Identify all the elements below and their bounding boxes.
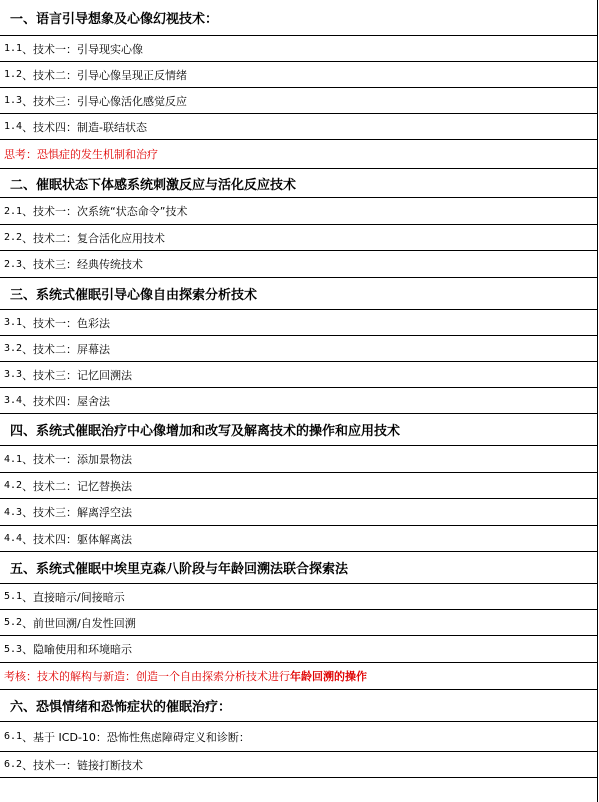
item-text: 、技术三：引导心像活化感觉反应 [22, 94, 188, 108]
item-number: 3.4 [4, 395, 23, 406]
list-item [0, 388, 597, 414]
section-heading-4 [0, 414, 597, 446]
item-text: 、直接暗示/间接暗示 [22, 590, 125, 604]
section-heading-5 [0, 552, 597, 584]
item-text: 、技术三：解离浮空法 [22, 506, 133, 519]
section-heading-text: 六、恐惧情绪和恐怖症状的催眠治疗： [10, 700, 232, 715]
item-text: 、技术四：屋舍法 [22, 394, 111, 408]
item-number: 4.1 [4, 453, 23, 465]
item-text: 、技术三：记忆回溯法 [22, 368, 133, 382]
list-item [0, 446, 597, 473]
item-number: 1.2 [4, 69, 23, 80]
list-item [0, 88, 597, 114]
item-number: 6.2 [4, 759, 23, 770]
item-text: 、技术一：次系统“状态命令”技术 [22, 205, 188, 218]
assessment-emphasis: 年龄回溯的操作 [290, 670, 367, 683]
section-heading-text: 三、系统式催眠引导心像自由探索分析技术 [10, 288, 258, 303]
item-text: 、技术二：屏幕法 [22, 342, 111, 356]
item-text: 、技术一：引导现实心像 [22, 42, 144, 56]
list-item [0, 526, 597, 552]
note-row [0, 140, 597, 169]
list-item [0, 610, 597, 636]
item-text: 、技术二：引导心像呈现正反情绪 [22, 68, 188, 82]
item-number: 4.2 [4, 480, 23, 491]
item-number: 5.2 [4, 617, 23, 628]
item-number: 4.3 [4, 506, 23, 518]
list-item [0, 473, 597, 499]
item-number: 4.4 [4, 533, 23, 544]
list-item [0, 752, 597, 778]
section-heading-text: 二、催眠状态下体感系统刺激反应与活化反应技术 [10, 177, 297, 193]
item-number: 2.3 [4, 258, 23, 270]
list-item [0, 310, 597, 336]
item-text: 、技术三：经典传统技术 [22, 258, 144, 271]
item-text: 、技术四：躯体解离法 [22, 532, 133, 546]
item-text: 、技术一：添加景物法 [22, 453, 133, 466]
list-item [0, 584, 597, 610]
item-text: 、技术四：制造-联结状态 [22, 120, 148, 134]
section-heading-6 [0, 690, 597, 722]
item-number: 2.1 [4, 205, 23, 217]
item-number: 6.1 [4, 731, 23, 742]
assessment-row [0, 663, 597, 690]
list-item [0, 114, 597, 140]
note-text: 思考：恐惧症的发生机制和治疗 [4, 148, 158, 161]
section-heading-text: 五、系统式催眠中埃里克森八阶段与年龄回溯法联合探索法 [10, 562, 349, 577]
section-heading-text: 一、语言引导想象及心像幻视技术： [10, 12, 219, 27]
item-text: 、技术二：复合活化应用技术 [22, 231, 166, 245]
item-number: 5.3 [4, 643, 23, 655]
list-item [0, 722, 597, 752]
item-number: 5.1 [4, 591, 23, 602]
list-item [0, 198, 597, 225]
list-item [0, 225, 597, 251]
list-item [0, 499, 597, 526]
item-number: 1.3 [4, 95, 23, 106]
section-heading-text: 四、系统式催眠治疗中心像增加和改写及解离技术的操作和应用技术 [10, 424, 401, 439]
section-heading-2 [0, 169, 597, 198]
section-heading-1 [0, 0, 597, 36]
item-number: 1.4 [4, 121, 23, 132]
item-number: 3.2 [4, 343, 23, 354]
section-heading-3 [0, 278, 597, 310]
item-text: 、技术一：色彩法 [22, 316, 111, 330]
item-text: 、技术二：记忆替换法 [22, 479, 133, 493]
list-item [0, 62, 597, 88]
item-text: 、隐喻使用和环境暗示 [22, 643, 133, 656]
list-item [0, 636, 597, 663]
item-text: 、前世回溯/自发性回溯 [22, 616, 136, 630]
assessment-text: 考核：技术的解构与新造：创造一个自由探索分析技术进行 [4, 670, 290, 683]
item-number: 2.2 [4, 232, 23, 243]
item-text: 、技术一：链接打断技术 [22, 758, 144, 772]
list-item [0, 251, 597, 278]
list-item [0, 362, 597, 388]
item-number: 3.3 [4, 369, 23, 380]
list-item [0, 36, 597, 62]
item-number: 1.1 [4, 43, 23, 54]
item-text: 、基于 ICD-10：恐怖性焦虑障碍定义和诊断： [22, 730, 250, 744]
item-number: 3.1 [4, 317, 23, 328]
list-item [0, 336, 597, 362]
